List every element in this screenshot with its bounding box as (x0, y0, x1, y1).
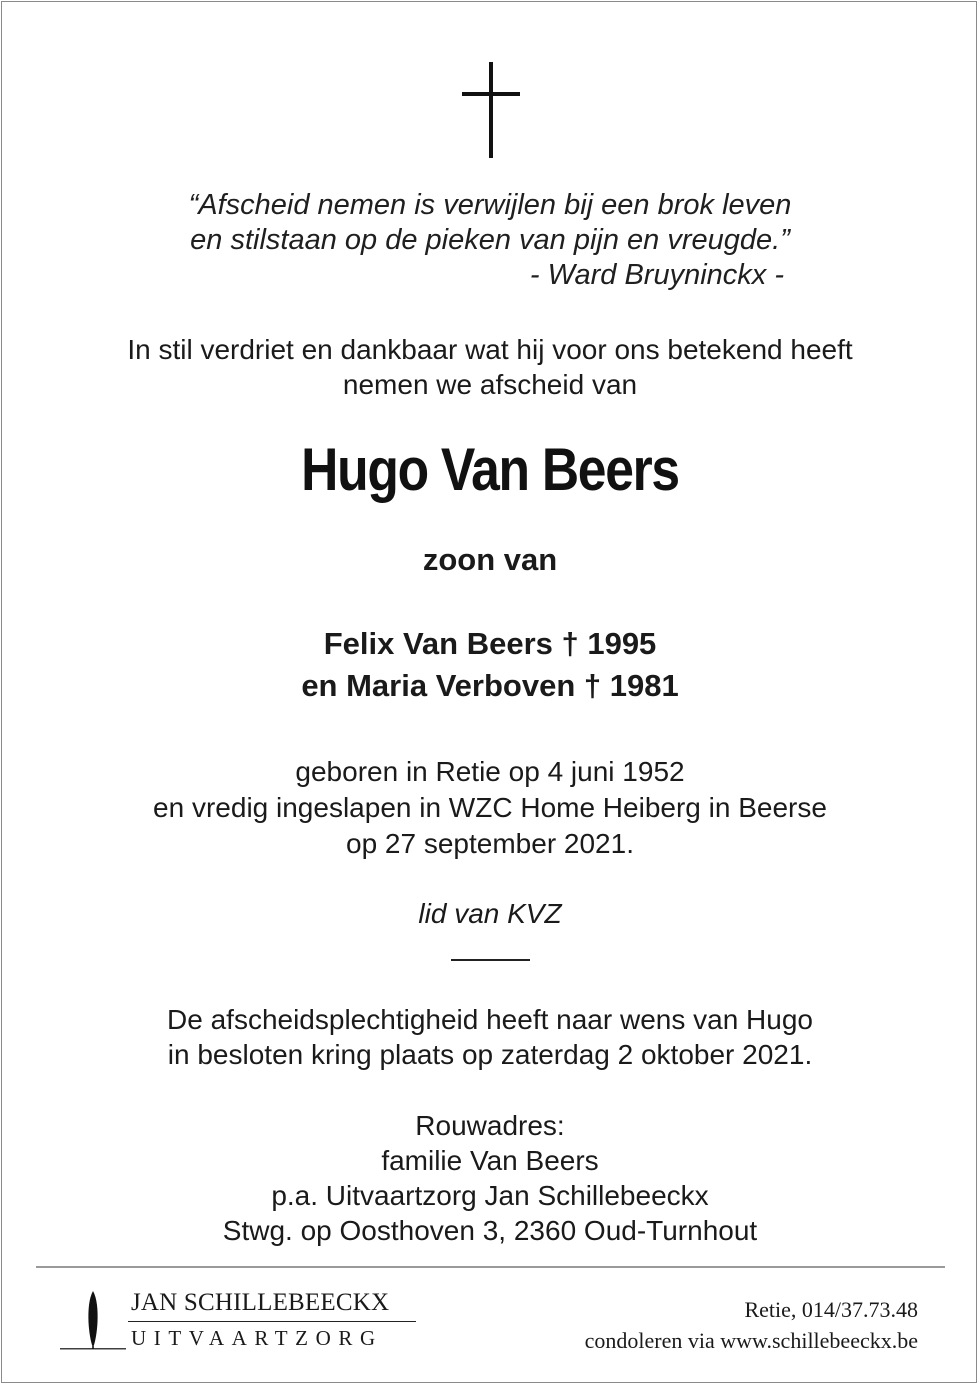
brand-underline (128, 1321, 416, 1322)
intro-line-1: In stil verdriet en dankbaar wat hij voor ons betekend heeft (127, 334, 853, 365)
intro-text (0, 332, 980, 402)
deceased-name: Hugo Van Beers (301, 436, 679, 503)
quote-line-2: en stilstaan op de pieken van pijn en vreugde.” (190, 224, 790, 256)
address-line-1: familie Van Beers (381, 1145, 599, 1176)
address-line-2: p.a. Uitvaartzorg Jan Schillebeeckx (271, 1180, 709, 1211)
brand-name: JAN SCHILLEBEECKX (131, 1289, 390, 1316)
quote-author: - Ward Bruyninckx - (529, 259, 784, 291)
birth-line: geboren in Retie op 4 juni 1952 (295, 756, 685, 787)
membership-text: lid van KVZ (418, 898, 562, 929)
ceremony-line-2: in besloten kring plaats op zaterdag 2 oktober 2021. (167, 1039, 813, 1070)
relation-label: zoon van (422, 542, 558, 577)
quote-block (0, 188, 980, 293)
contact-info (585, 1294, 918, 1356)
phone-line: Retie, 014/37.73.48 (744, 1297, 918, 1322)
website-line[interactable]: condoleren via www.schillebeeckx.be (584, 1328, 918, 1353)
ceremony-text (0, 1002, 980, 1072)
footer-divider (36, 1266, 945, 1268)
mother-name: en Maria Verboven † 1981 (301, 668, 679, 703)
address-line-3: Stwg. op Oosthoven 3, 2360 Oud-Turnhout (222, 1215, 758, 1246)
mourning-address (0, 1108, 980, 1248)
life-dates (0, 754, 980, 862)
address-heading: Rouwadres: (415, 1110, 565, 1141)
ceremony-line-1: De afscheidsplechtigheid heeft naar wens van Hugo (167, 1004, 813, 1035)
death-date-line: op 27 september 2021. (346, 828, 634, 859)
separator-line (451, 959, 530, 961)
death-line: en vredig ingeslapen in WZC Home Heiberg in Beerse (153, 792, 827, 823)
parents-block (0, 623, 980, 707)
intro-line-2: nemen we afscheid van (342, 369, 638, 400)
brand-subtitle: UITVAARTZORG (131, 1326, 383, 1350)
quote-line-1: “Afscheid nemen is verwijlen bij een brok leven (188, 189, 792, 221)
cross-icon (462, 62, 520, 158)
father-name: Felix Van Beers † 1995 (323, 626, 657, 661)
cypress-tree-icon (60, 1290, 126, 1350)
